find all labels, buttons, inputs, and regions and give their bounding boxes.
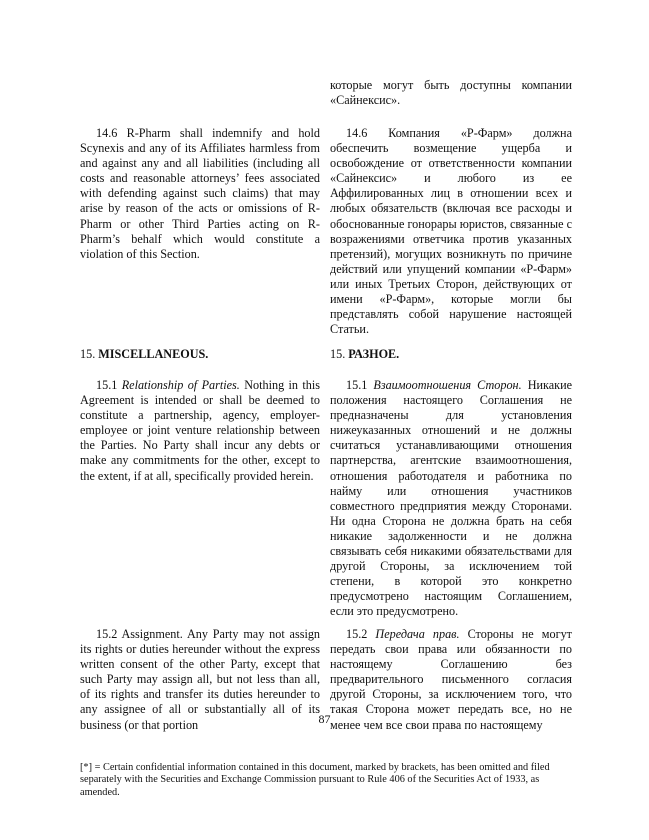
sec-15-1-body-ru: Никакие положения настоящего Соглашения не предназначены для установления нижеуказанных отношений и не должны считаться устанавливающими отношения партнерства, агентские взаимоотношения, отношения работодателя и работника по найму или отношения участников совместного предприятия между Сторонами. Ни одна Сторона не должна брать на себя никакие задолженности и не должна связывать себя никакими обязательствами для другой Стороны, за исключением той степени, в которой это конкретно предусмотрено настоящим Соглашением, если это предусмотрено.: [330, 378, 573, 619]
footnote: [*] = Certain confidential information contained in this document, marked by brackets, has been omitted and filed separately with the Securities and Exchange Commission pursuant to Rule 406 of the Securities Act of 1933, as amended.: [80, 762, 550, 798]
sec-15-1-ru: [330, 378, 572, 620]
sec-15-title-en: MISCELLANEOUS.: [98, 347, 209, 361]
sec-15-1-heading-ru: Взаимоотношения Сторон.: [373, 378, 522, 392]
sec-15-number-en: 15.: [80, 347, 96, 361]
sec-15-1-body-en: Nothing in this Agreement is intended or shall be deemed to constitute a partnership, agency, employer-employee or joint venture relationship between the Parties. No Party shall incur any debts or make any commitments for the other, except to the extent, if at all, specifically provided herein.: [80, 378, 321, 483]
sec-15-2-body-en: Any Party may not assign its rights or duties hereunder without the express written consent of the other Party, except that such Party may assign all, but not less than all, of its rights and transfer its duties hereunder to any assignee of all or substantially all of its business (or that portion: [80, 627, 321, 732]
sec-15-heading-ru: [330, 347, 572, 362]
sec-15-1-number-en: 15.1: [96, 378, 118, 392]
sec-14-6-en: 14.6 R-Pharm shall indemnify and hold Scynexis and any of its Affiliates harmless from and against any and all liabilities (including all costs and reasonable attorneys’ fees associated with defending against such claims) that may arise by reason of the acts or omissions of R-Pharm or other Third Parties acting on R-Pharm’s behalf which would constitute a violation of this Section.: [80, 126, 320, 261]
sec-15-2-number-en: 15.2: [96, 627, 118, 641]
sec-15-2-heading-en: Assignment.: [121, 627, 183, 641]
sec-15-1-number-ru: 15.1: [346, 378, 368, 392]
sec-15-1-heading-en: Relationship of Parties.: [121, 378, 240, 392]
sec-15-heading-en: [80, 347, 320, 362]
sec-15-2-body-ru: Стороны не могут передать свои права или обязанности по настоящему Соглашению без предварительного письменного согласия другой Стороны, за исключением того, что такая Сторона может передать все, но не менее чем все свои права по настоящему: [330, 627, 573, 732]
sec-14-6-ru: 14.6 Компания «Р-Фарм» должна обеспечить возмещение ущерба и освобождение от ответственности компании «Сайнексис» и любого из ее Аффилированных лиц в отношении всех и любых обязательств (включая все расходы и обоснованные гонорары юристов, связанные с возражениями ответчика против указанных претензий), могущих возникнуть по причине действий или упущений компании «Р-Фарм» или иных Третьих Сторон, действующих от имени «Р-Фарм», которые могли бы представлять собой нарушение настоящей Статьи.: [330, 126, 572, 337]
sec-15-2-heading-ru: Передача прав.: [375, 627, 460, 641]
sec-15-number-ru: 15.: [330, 347, 346, 361]
sec-15-1-en: [80, 378, 320, 484]
ru-continuation-paragraph: которые могут быть доступны компании «Сайнексис».: [330, 78, 572, 108]
sec-15-2-number-ru: 15.2: [346, 627, 368, 641]
page-number: 87: [318, 712, 331, 726]
sec-15-title-ru: РАЗНОЕ.: [348, 347, 400, 361]
